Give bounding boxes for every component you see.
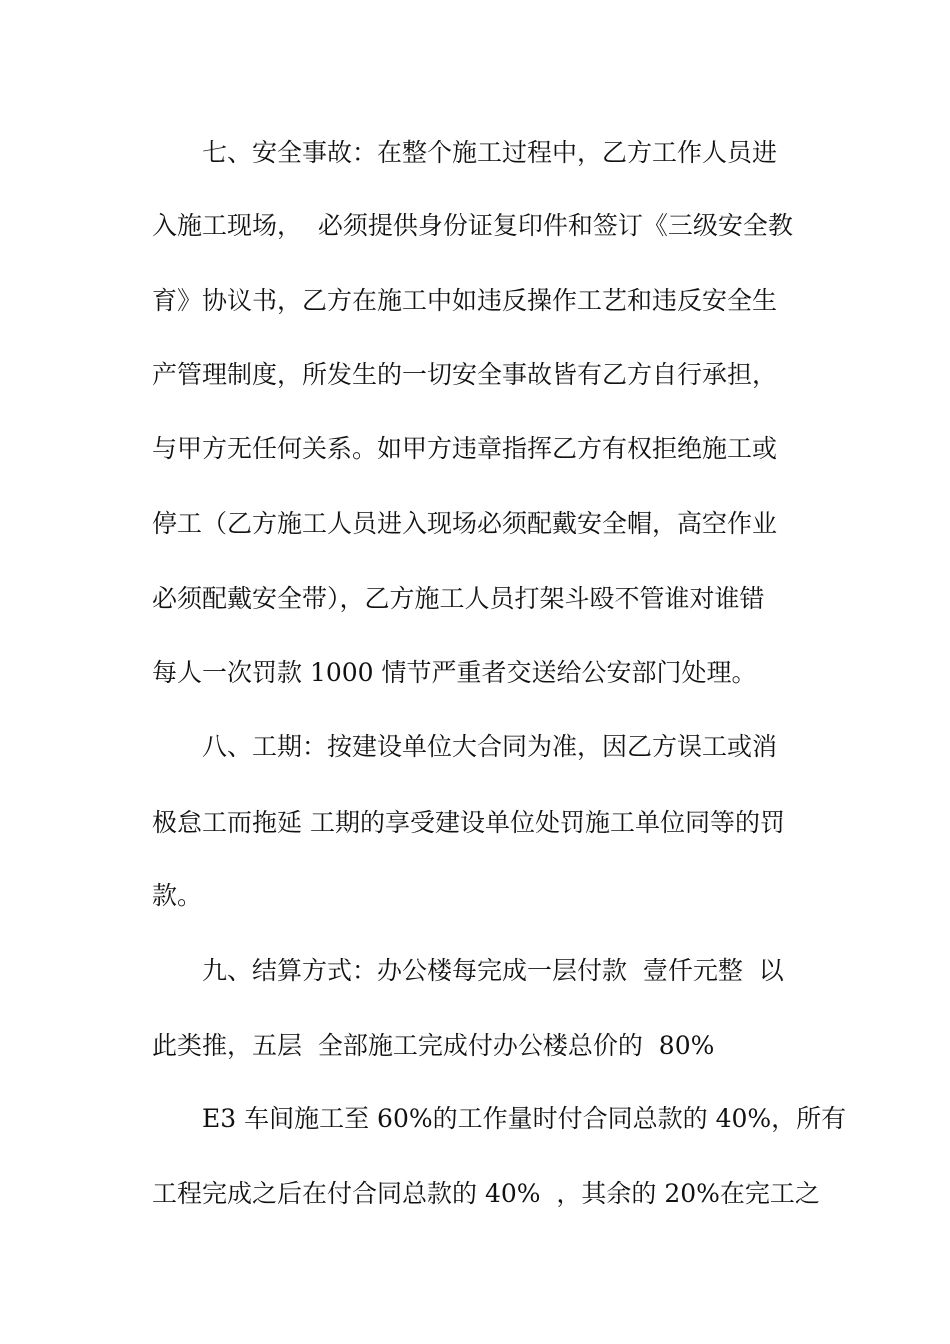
paragraph-e3-line-1: E3 车间施工至 60%的工作量时付合同总款的 40%，所有 — [202, 1104, 847, 1133]
paragraph-7-line-7: 必须配戴安全带），乙方施工人员打架斗殴不管谁对谁错 — [152, 584, 765, 613]
paragraph-7-line-1: 七、安全事故：在整个施工过程中，乙方工作人员进 — [202, 138, 778, 167]
paragraph-8-line-1: 八、工期：按建设单位大合同为准，因乙方误工或消 — [202, 732, 778, 761]
paragraph-7-line-2: 入施工现场， 必须提供身份证复印件和签订《三级安全教 — [152, 211, 793, 240]
paragraph-7-line-6: 停工（乙方施工人员进入现场必须配戴安全帽，高空作业 — [152, 509, 778, 538]
paragraph-9-line-1: 九、结算方式：办公楼每完成一层付款 壹仟元整 以 — [202, 956, 784, 985]
paragraph-9-line-2: 此类推，五层 全部施工完成付办公楼总价的 80% — [152, 1031, 715, 1060]
paragraph-7-line-5: 与甲方无任何关系。如甲方违章指挥乙方有权拒绝施工或 — [152, 434, 778, 463]
paragraph-7-line-3: 育》协议书，乙方在施工中如违反操作工艺和违反安全生 — [152, 286, 778, 315]
paragraph-8-line-2: 极怠工而拖延 工期的享受建设单位处罚施工单位同等的罚 — [152, 808, 785, 837]
paragraph-e3-line-2: 工程完成之后在付合同总款的 40% ，其余的 20%在完工之 — [152, 1179, 820, 1208]
paragraph-7-line-4: 产管理制度，所发生的一切安全事故皆有乙方自行承担， — [152, 360, 778, 389]
paragraph-7-line-8: 每人一次罚款 1000 情节严重者交送给公安部门处理。 — [152, 658, 757, 687]
paragraph-8-line-3: 款。 — [152, 881, 203, 910]
